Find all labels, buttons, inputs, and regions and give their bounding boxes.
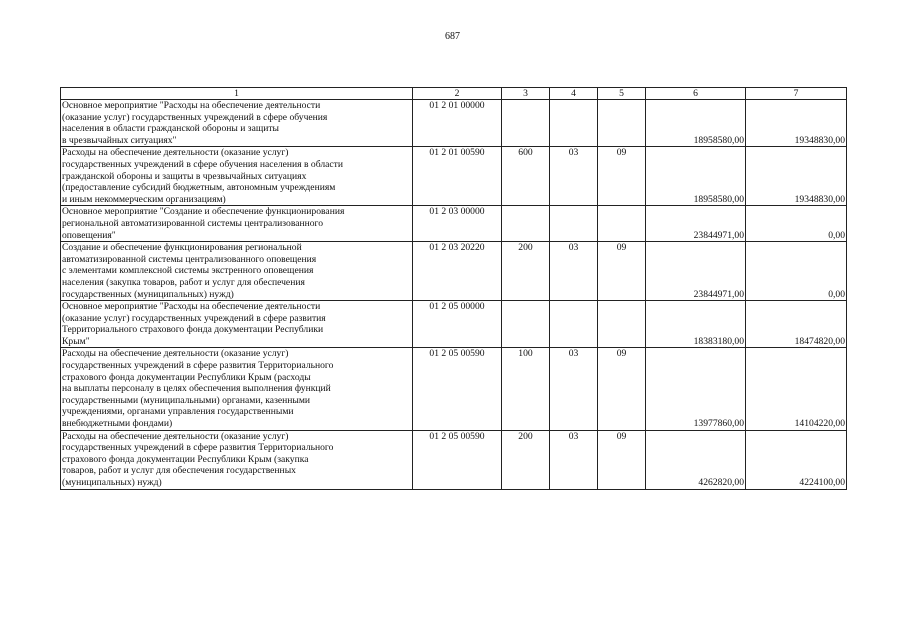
row-target-code: 01 2 01 00000 — [413, 100, 502, 147]
row-subsection — [598, 100, 646, 147]
row-name: Расходы на обеспечение деятельности (оказание услуг) государственных учреждений в сфере развития Территориального страхового фонда документации Республики Крым (закупка товаров, работ и услуг для обеспечения государственных (муниципальных) нужд) — [61, 430, 413, 489]
row-amount-col7: 19348830,00 — [746, 100, 847, 147]
row-name: Создание и обеспечение функционирования региональной автоматизированной системы централизованного оповещения с элементами комплексной системы экстренного оповещения населения (закупка товаров, работ и услуг для обеспечения государственных (муниципальных) нужд) — [61, 242, 413, 301]
header-col-3: 3 — [502, 88, 550, 100]
header-row — [61, 88, 847, 100]
row-amount-col6: 13977860,00 — [646, 348, 746, 430]
row-amount-col6: 18958580,00 — [646, 100, 746, 147]
row-amount-col6: 23844971,00 — [646, 242, 746, 301]
row-amount-col7: 4224100,00 — [746, 430, 847, 489]
table-row — [61, 242, 847, 301]
row-amount-col7: 0,00 — [746, 242, 847, 301]
row-subsection — [598, 206, 646, 242]
row-subsection: 09 — [598, 430, 646, 489]
table-row — [61, 100, 847, 147]
row-target-code: 01 2 03 20220 — [413, 242, 502, 301]
row-name: Расходы на обеспечение деятельности (оказание услуг) государственных учреждений в сфере обучения населения в области гражданской обороны и защиты в чрезвычайных ситуациях (предоставление субсидий бюджетным, автономным учреждениям и иным некоммерческим организациям) — [61, 147, 413, 206]
row-section: 03 — [550, 242, 598, 301]
row-target-code: 01 2 05 00590 — [413, 348, 502, 430]
row-expense-type: 100 — [502, 348, 550, 430]
table-row — [61, 348, 847, 430]
header-col-5: 5 — [598, 88, 646, 100]
row-amount-col7: 0,00 — [746, 206, 847, 242]
header-col-7: 7 — [746, 88, 847, 100]
row-section: 03 — [550, 147, 598, 206]
page-number: 687 — [445, 31, 460, 42]
table-row — [61, 301, 847, 348]
row-amount-col7: 19348830,00 — [746, 147, 847, 206]
row-target-code: 01 2 05 00590 — [413, 430, 502, 489]
header-col-2: 2 — [413, 88, 502, 100]
row-name: Основное мероприятие "Расходы на обеспечение деятельности (оказание услуг) государственных учреждений в сфере обучения населения в области гражданской обороны и защиты в чрезвычайных ситуациях" — [61, 100, 413, 147]
table-row — [61, 206, 847, 242]
budget-table — [60, 87, 847, 490]
row-subsection: 09 — [598, 348, 646, 430]
row-amount-col6: 18958580,00 — [646, 147, 746, 206]
row-name: Расходы на обеспечение деятельности (оказание услуг) государственных учреждений в сфере развития Территориального страхового фонда документации Республики Крым (расходы на выплаты персоналу в целях обеспечения выполнения функций государственными (муниципальными) органами, казенными учреждениями, органами управления государственными внебюджетными фондами) — [61, 348, 413, 430]
row-amount-col6: 18383180,00 — [646, 301, 746, 348]
row-target-code: 01 2 05 00000 — [413, 301, 502, 348]
row-section — [550, 100, 598, 147]
header-col-1: 1 — [61, 88, 413, 100]
row-name: Основное мероприятие "Расходы на обеспечение деятельности (оказание услуг) государственных учреждений в сфере развития Территориального страхового фонда документации Республики Крым" — [61, 301, 413, 348]
row-subsection: 09 — [598, 242, 646, 301]
row-target-code: 01 2 03 00000 — [413, 206, 502, 242]
row-expense-type — [502, 206, 550, 242]
row-amount-col6: 23844971,00 — [646, 206, 746, 242]
row-target-code: 01 2 01 00590 — [413, 147, 502, 206]
row-name: Основное мероприятие "Создание и обеспечение функционирования региональной автоматизированной системы централизованного оповещения" — [61, 206, 413, 242]
row-amount-col7: 18474820,00 — [746, 301, 847, 348]
header-col-6: 6 — [646, 88, 746, 100]
row-expense-type — [502, 100, 550, 147]
row-section: 03 — [550, 348, 598, 430]
row-expense-type: 600 — [502, 147, 550, 206]
row-section: 03 — [550, 430, 598, 489]
row-subsection: 09 — [598, 147, 646, 206]
row-section — [550, 206, 598, 242]
row-expense-type: 200 — [502, 242, 550, 301]
row-expense-type: 200 — [502, 430, 550, 489]
table-row — [61, 430, 847, 489]
row-subsection — [598, 301, 646, 348]
table-row — [61, 147, 847, 206]
header-col-4: 4 — [550, 88, 598, 100]
row-expense-type — [502, 301, 550, 348]
row-amount-col7: 14104220,00 — [746, 348, 847, 430]
row-amount-col6: 4262820,00 — [646, 430, 746, 489]
row-section — [550, 301, 598, 348]
